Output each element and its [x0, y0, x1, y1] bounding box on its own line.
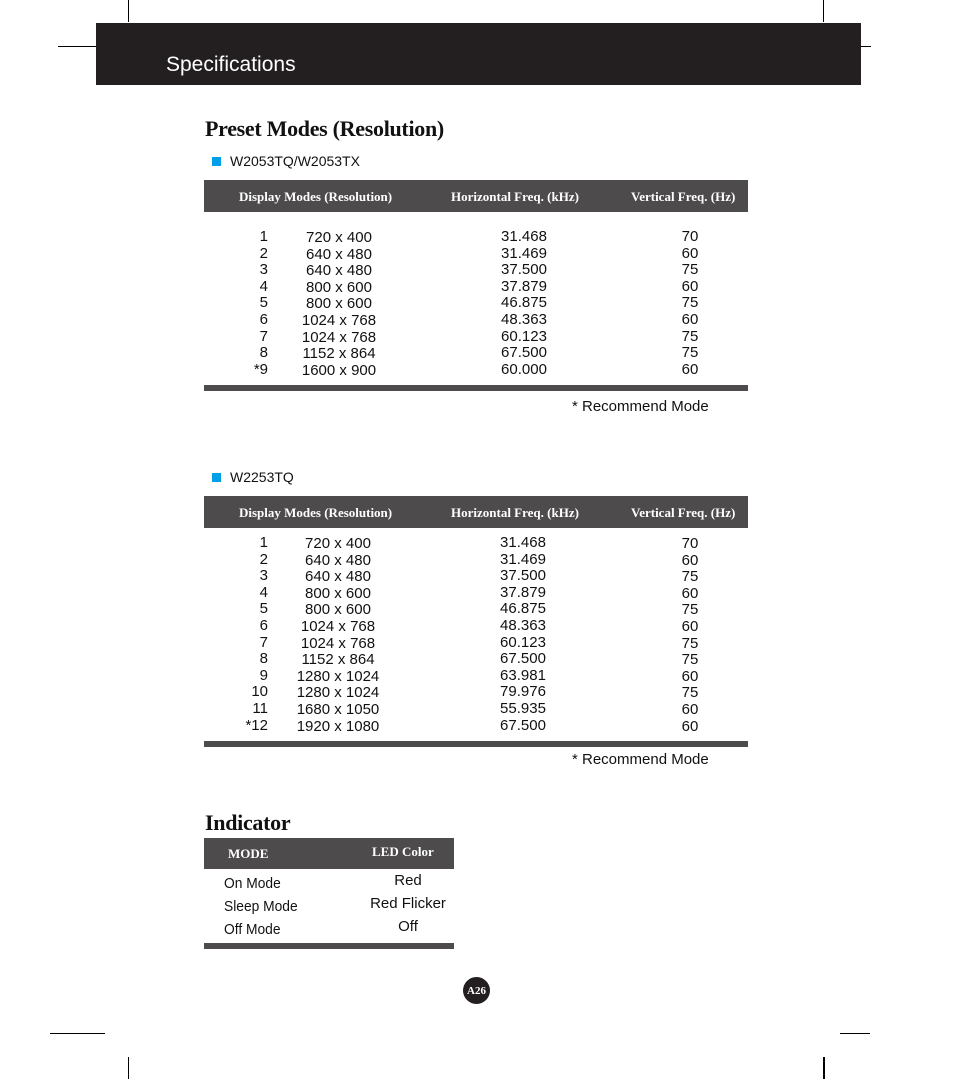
vertical-freq-value: 75 — [681, 568, 699, 586]
mode-number: 1 — [259, 228, 268, 245]
resolution-value: 640 x 480 — [306, 245, 372, 263]
resolution-value: 800 x 600 — [305, 584, 371, 602]
resolution-value: 1152 x 864 — [301, 651, 375, 669]
vertical-freq-value: 75 — [681, 344, 699, 362]
resolution-column — [283, 536, 393, 735]
vertical-freq-value: 60 — [681, 700, 699, 718]
indicator-mode: Off Mode — [224, 921, 281, 938]
resolution-value: 800 x 600 — [305, 601, 371, 619]
model-label — [212, 469, 294, 485]
mode-number: 11 — [252, 699, 268, 717]
indicator-heading: Indicator — [205, 810, 291, 835]
resolution-value: 640 x 480 — [306, 262, 372, 280]
resolution-value: 1152 x 864 — [302, 345, 376, 363]
horizontal-freq-value: 55.935 — [500, 699, 546, 717]
mode-number: *9 — [253, 360, 268, 378]
column-header-horizontal-freq: Horizontal Freq. (kHz) — [451, 505, 579, 520]
horizontal-freq-value: 63.981 — [500, 666, 546, 684]
preset-modes-heading: Preset Modes (Resolution) — [205, 116, 444, 141]
vertical-freq-value: 60 — [681, 667, 699, 685]
horizontal-freq-value: 31.469 — [500, 550, 546, 568]
horizontal-freq-value: 37.500 — [501, 261, 547, 279]
crop-mark — [840, 1033, 870, 1034]
model-name: W2053TQ/W2053TX — [230, 153, 360, 169]
resolution-value: 1280 x 1024 — [296, 667, 380, 685]
resolution-value: 800 x 600 — [306, 278, 372, 296]
resolution-value: 800 x 600 — [306, 295, 372, 313]
vertical-freq-value: 75 — [681, 651, 699, 669]
vertical-freq-value: 60 — [681, 244, 699, 262]
vertical-freq-value: 70 — [681, 535, 699, 552]
resolution-value: 640 x 480 — [305, 568, 371, 586]
horizontal-freq-value: 37.500 — [500, 567, 546, 585]
mode-number: 7 — [259, 327, 268, 345]
crop-mark — [50, 1033, 105, 1034]
page-header — [96, 23, 861, 85]
mode-number: 1 — [259, 534, 268, 551]
table-footer-bar — [204, 385, 748, 391]
resolution-column — [284, 230, 394, 379]
column-header-horizontal-freq: Horizontal Freq. (kHz) — [451, 189, 579, 204]
mode-number: 3 — [259, 261, 268, 279]
horizontal-freq-value: 46.875 — [500, 600, 546, 618]
resolution-value: 640 x 480 — [305, 551, 371, 569]
horizontal-freq-value: 37.879 — [501, 277, 547, 295]
mode-number-column — [228, 229, 268, 378]
horizontal-freq-column — [484, 229, 564, 378]
mode-number: 9 — [259, 666, 268, 684]
resolution-value: 1024 x 768 — [300, 634, 376, 652]
column-header-display-modes: Display Modes (Resolution) — [239, 505, 393, 520]
crop-mark — [823, 0, 824, 22]
horizontal-freq-value: 31.468 — [500, 534, 546, 551]
mode-number: 4 — [259, 583, 268, 601]
horizontal-freq-column — [483, 535, 563, 734]
column-header-led-color: LED Color — [372, 844, 434, 859]
crop-mark — [58, 46, 96, 47]
recommend-note: * Recommend Mode — [572, 398, 709, 415]
resolution-value: 1024 x 768 — [301, 328, 377, 346]
indicator-mode: Sleep Mode — [224, 898, 298, 915]
mode-number: 6 — [259, 310, 268, 328]
resolution-value: 1680 x 1050 — [296, 700, 380, 718]
page-number-badge: A26 — [463, 977, 490, 1004]
horizontal-freq-value: 67.500 — [501, 344, 547, 362]
horizontal-freq-value: 46.875 — [501, 294, 547, 312]
led-color: Off — [398, 918, 418, 935]
mode-number: 8 — [259, 650, 268, 668]
horizontal-freq-value: 60.123 — [501, 327, 547, 345]
horizontal-freq-value: 37.879 — [500, 583, 546, 601]
page-title: Specifications — [166, 53, 296, 76]
table-footer-bar — [204, 741, 748, 747]
vertical-freq-value: 60 — [681, 617, 699, 635]
vertical-freq-value: 60 — [681, 360, 699, 378]
model-name: W2253TQ — [230, 469, 294, 485]
vertical-freq-value: 75 — [681, 684, 699, 702]
vertical-freq-column — [670, 229, 710, 378]
vertical-freq-value: 60 — [681, 584, 699, 602]
resolution-value: 1280 x 1024 — [296, 684, 380, 702]
bullet-square-icon — [212, 473, 221, 482]
mode-number: 5 — [259, 600, 268, 618]
crop-mark — [823, 1057, 825, 1079]
recommend-note: * Recommend Mode — [572, 751, 709, 768]
mode-number: 10 — [251, 683, 268, 701]
indicator-color-column — [348, 869, 468, 938]
vertical-freq-value: 75 — [681, 327, 699, 345]
mode-number-column — [228, 535, 268, 734]
vertical-freq-value: 60 — [681, 310, 699, 328]
mode-number: 3 — [259, 567, 268, 585]
resolution-value: 720 x 400 — [305, 535, 371, 552]
indicator-table-footer-bar — [204, 943, 454, 949]
indicator-mode-column — [224, 872, 304, 941]
horizontal-freq-value: 60.123 — [500, 633, 546, 651]
vertical-freq-value: 75 — [681, 601, 699, 619]
resolution-value: 1024 x 768 — [301, 311, 377, 329]
column-header-vertical-freq: Vertical Freq. (Hz) — [631, 505, 736, 520]
mode-number: 6 — [259, 616, 268, 634]
vertical-freq-value: 75 — [681, 294, 699, 312]
vertical-freq-value: 60 — [681, 551, 699, 569]
mode-number: 5 — [259, 294, 268, 312]
mode-number: 4 — [259, 277, 268, 295]
table-header — [204, 180, 748, 212]
bullet-square-icon — [212, 157, 221, 166]
vertical-freq-column — [670, 536, 710, 735]
horizontal-freq-value: 67.500 — [500, 716, 546, 734]
column-header-vertical-freq: Vertical Freq. (Hz) — [631, 189, 736, 204]
resolution-value: 720 x 400 — [306, 229, 372, 246]
resolution-value: 1920 x 1080 — [296, 717, 380, 735]
horizontal-freq-value: 31.468 — [501, 228, 547, 245]
led-color: Red Flicker — [370, 895, 446, 912]
indicator-table-header — [204, 838, 454, 869]
resolution-value: 1600 x 900 — [301, 361, 377, 379]
horizontal-freq-value: 48.363 — [501, 310, 547, 328]
vertical-freq-value: 60 — [681, 277, 699, 295]
horizontal-freq-value: 67.500 — [500, 650, 546, 668]
column-header-display-modes: Display Modes (Resolution) — [239, 189, 393, 204]
crop-mark — [128, 0, 129, 22]
resolution-value: 1024 x 768 — [300, 617, 376, 635]
led-color: Red — [394, 872, 422, 889]
horizontal-freq-value: 60.000 — [501, 360, 547, 378]
crop-mark — [128, 1057, 129, 1079]
mode-number: 8 — [259, 344, 268, 362]
horizontal-freq-value: 48.363 — [500, 616, 546, 634]
horizontal-freq-value: 31.469 — [501, 244, 547, 262]
mode-number: 7 — [259, 633, 268, 651]
table-header — [204, 496, 748, 528]
vertical-freq-value: 60 — [681, 717, 699, 735]
vertical-freq-value: 75 — [681, 634, 699, 652]
crop-mark — [861, 46, 871, 47]
mode-number: 2 — [259, 550, 268, 568]
model-label — [212, 153, 360, 169]
vertical-freq-value: 75 — [681, 261, 699, 279]
mode-number: 2 — [259, 244, 268, 262]
horizontal-freq-value: 79.976 — [500, 683, 546, 701]
vertical-freq-value: 70 — [681, 228, 699, 245]
column-header-mode: MODE — [228, 846, 269, 861]
indicator-mode: On Mode — [224, 875, 281, 892]
mode-number: *12 — [245, 716, 268, 734]
